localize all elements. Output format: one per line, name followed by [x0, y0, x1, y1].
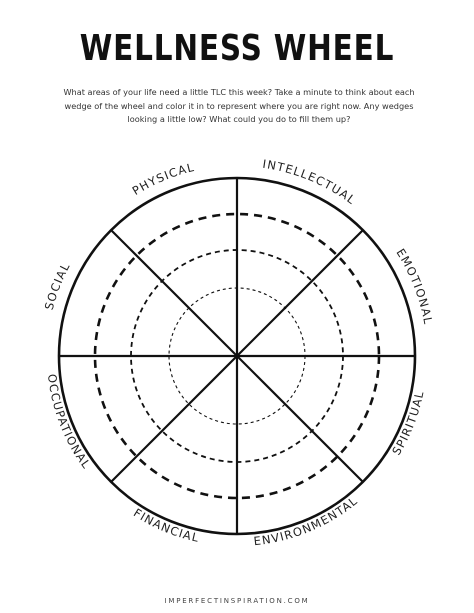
segment-label-social: SOCIAL [41, 259, 73, 312]
footer-website: IMPERFECTINSPIRATION.COM [164, 597, 310, 605]
segment-label-occupational: OCCUPATIONAL [44, 373, 94, 472]
segment-label-intellectual: INTELLECTUAL [261, 156, 359, 208]
page-title: WELLNESS WHEEL [79, 28, 395, 69]
intro-paragraph: What areas of your life need a little TLC this week? Take a minute to think about each wedge of the wheel and color it in to represent where you are right now. Any wedges looking a little low? What could you do to fill them up? [63, 87, 415, 124]
segment-label-physical: PHYSICAL [129, 159, 197, 198]
segment-label-emotional: EMOTIONAL [393, 246, 436, 326]
segment-label-environmental: ENVIRONMENTAL [252, 493, 361, 549]
segment-label-spiritual: SPIRITUAL [389, 389, 427, 458]
segment-label-financial: FINANCIAL [131, 505, 201, 546]
